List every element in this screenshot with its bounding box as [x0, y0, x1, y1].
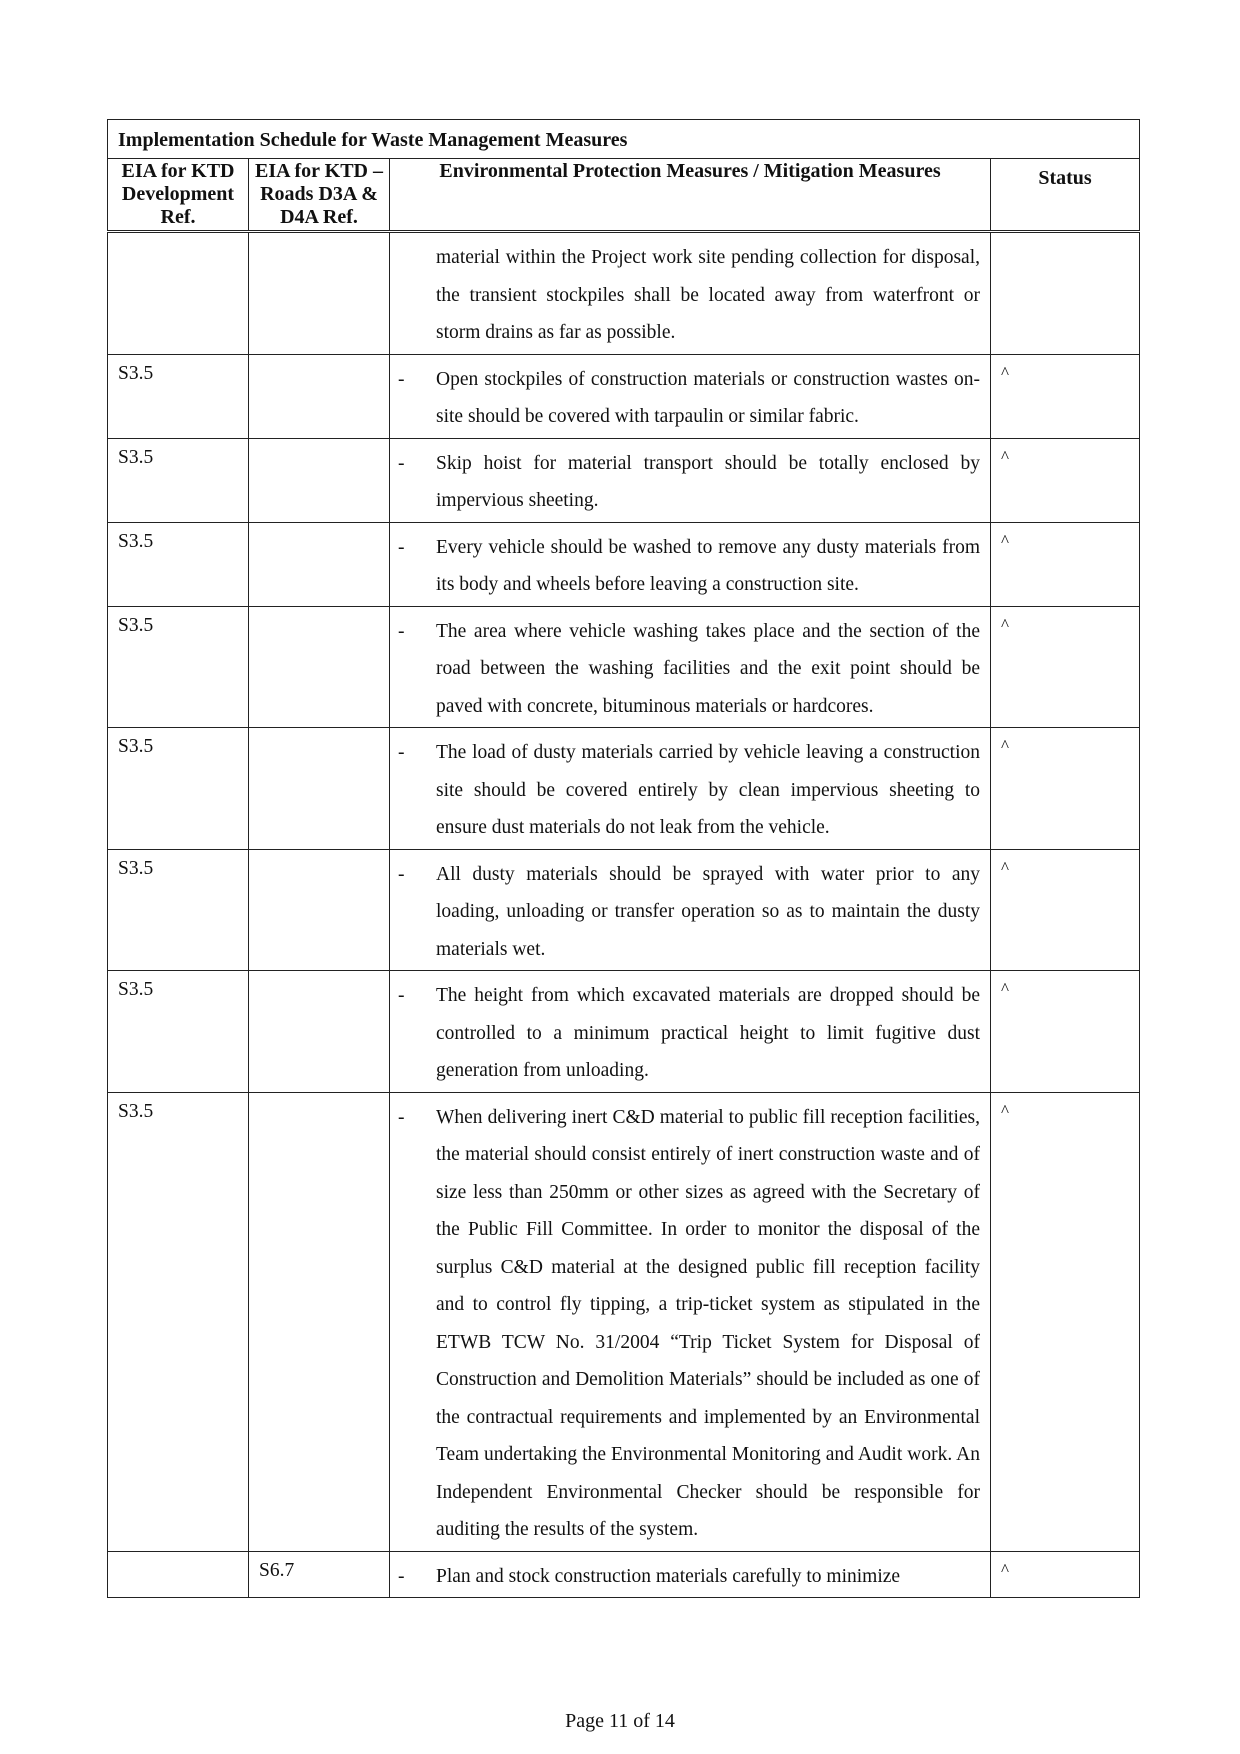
mitigation-measure — [390, 438, 991, 522]
ktd-roads-ref — [249, 438, 390, 522]
status-value: ^ — [991, 971, 1140, 1093]
bullet-dash: - — [398, 863, 405, 885]
implementation-schedule-table — [107, 119, 1140, 1598]
bullet-dash: - — [398, 985, 405, 1006]
table-row — [108, 354, 1140, 438]
table-row — [108, 1092, 1140, 1551]
bullet-dash: - — [398, 1565, 405, 1587]
mitigation-measure — [390, 354, 991, 438]
table-body — [108, 232, 1140, 1598]
status-value: ^ — [991, 728, 1140, 850]
header-status: Status — [991, 159, 1140, 232]
ktd-development-ref — [108, 1551, 249, 1598]
ktd-roads-ref — [249, 354, 390, 438]
ktd-development-ref: S3.5 — [108, 438, 249, 522]
table-row — [108, 728, 1140, 850]
ktd-roads-ref — [249, 728, 390, 850]
ktd-development-ref: S3.5 — [108, 354, 249, 438]
mitigation-measure — [390, 522, 991, 606]
page-number: Page 11 of 14 — [565, 1710, 675, 1732]
mitigation-measure — [390, 849, 991, 971]
mitigation-measure — [390, 1092, 991, 1551]
ktd-development-ref: S3.5 — [108, 971, 249, 1093]
ktd-development-ref: S3.5 — [108, 1092, 249, 1551]
ktd-development-ref: S3.5 — [108, 728, 249, 850]
ktd-roads-ref — [249, 971, 390, 1093]
measure-text: The area where vehicle washing takes place and the section of the road between the washing facilities and the exit point should be paved with concrete, bituminous materials or hardcores. — [436, 620, 980, 717]
status-value: ^ — [991, 438, 1140, 522]
table-row — [108, 606, 1140, 728]
measure-text: Skip hoist for material transport should be totally enclosed by impervious sheeting. — [436, 452, 980, 511]
ktd-development-ref — [108, 232, 249, 355]
mitigation-measure — [390, 728, 991, 850]
bullet-dash: - — [398, 620, 405, 642]
status-value — [991, 232, 1140, 355]
bullet-dash: - — [398, 742, 405, 763]
ktd-roads-ref — [249, 522, 390, 606]
ktd-roads-ref: S6.7 — [249, 1551, 390, 1598]
table-row — [108, 1551, 1140, 1598]
table-title: Implementation Schedule for Waste Management Measures — [108, 120, 1140, 159]
measure-text: material within the Project work site pending collection for disposal, the transient stockpiles shall be located away from waterfront or storm drains as far as possible. — [436, 247, 980, 343]
table-row — [108, 849, 1140, 971]
mitigation-measure — [390, 1551, 991, 1598]
header-ktd-development-ref: EIA for KTD Development Ref. — [108, 159, 249, 232]
measure-text: The height from which excavated materials are dropped should be controlled to a minimum practical height to limit fugitive dust generation from unloading. — [436, 985, 980, 1081]
measure-text: Open stockpiles of construction materials or construction wastes on-site should be covered with tarpaulin or similar fabric. — [436, 368, 980, 427]
table-row — [108, 522, 1140, 606]
measure-text: When delivering inert C&D material to public fill reception facilities, the material should consist entirely of inert construction waste and of size less than 250mm or other sizes as agreed with the Secretary of the Public Fill Committee. In order to monitor the disposal of the surplus C&D material at the designed public fill reception facility and to control fly tipping, a trip-ticket system as stipulated in the ETWB TCW No. 31/2004 “Trip Ticket System for Disposal of Construction and Demolition Materials” should be included as one of the contractual requirements and implemented by an Environmental Team undertaking the Environmental Monitoring and Audit work. An Independent Environmental Checker should be responsible for auditing the results of the system. — [436, 1106, 980, 1540]
measure-text: Plan and stock construction materials carefully to minimize — [436, 1565, 901, 1587]
measure-text: The load of dusty materials carried by vehicle leaving a construction site should be covered entirely by clean impervious sheeting to ensure dust materials do not leak from the vehicle. — [436, 742, 980, 838]
status-value: ^ — [991, 522, 1140, 606]
mitigation-measure — [390, 606, 991, 728]
status-value: ^ — [991, 606, 1140, 728]
header-mitigation-measures: Environmental Protection Measures / Mitigation Measures — [390, 159, 991, 232]
ktd-development-ref: S3.5 — [108, 849, 249, 971]
ktd-roads-ref — [249, 232, 390, 355]
mitigation-measure — [390, 232, 991, 355]
ktd-roads-ref — [249, 1092, 390, 1551]
status-value: ^ — [991, 354, 1140, 438]
bullet-dash: - — [398, 368, 405, 390]
measure-text: Every vehicle should be washed to remove any dusty materials from its body and wheels before leaving a construction site. — [436, 536, 980, 595]
table-row — [108, 232, 1140, 355]
status-value: ^ — [991, 849, 1140, 971]
bullet-dash: - — [398, 1106, 405, 1128]
measure-text: All dusty materials should be sprayed with water prior to any loading, unloading or transfer operation so as to maintain the dusty materials wet. — [436, 863, 980, 960]
status-value: ^ — [991, 1092, 1140, 1551]
bullet-dash: - — [398, 536, 405, 558]
ktd-development-ref: S3.5 — [108, 606, 249, 728]
mitigation-measure — [390, 971, 991, 1093]
ktd-roads-ref — [249, 849, 390, 971]
table-row — [108, 438, 1140, 522]
table-row — [108, 971, 1140, 1093]
status-value: ^ — [991, 1551, 1140, 1598]
ktd-roads-ref — [249, 606, 390, 728]
bullet-dash — [390, 233, 426, 354]
header-ktd-roads-ref: EIA for KTD – Roads D3A & D4A Ref. — [249, 159, 390, 232]
ktd-development-ref: S3.5 — [108, 522, 249, 606]
bullet-dash: - — [398, 452, 405, 474]
